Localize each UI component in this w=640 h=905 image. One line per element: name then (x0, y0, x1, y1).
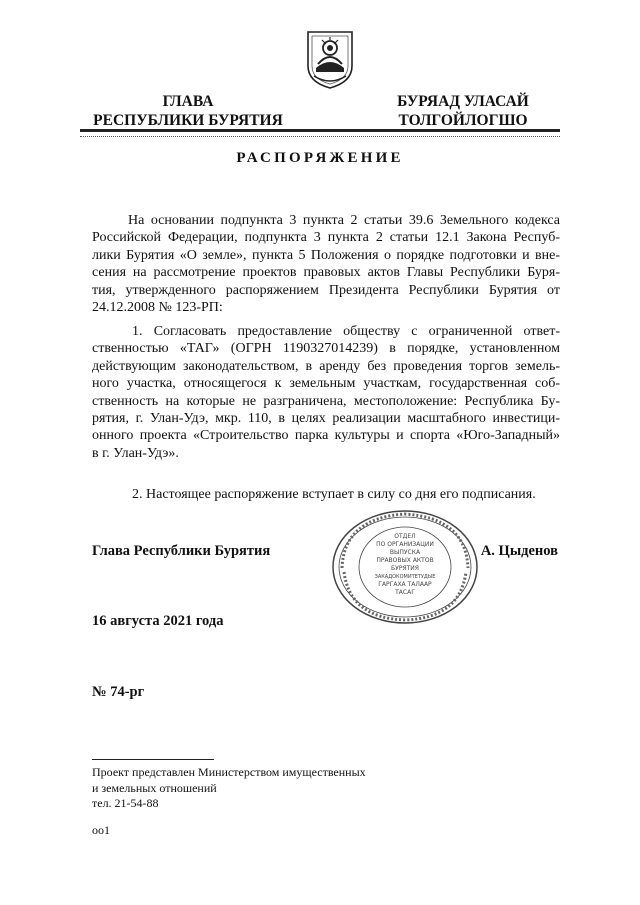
header-left-line2: РЕСПУБЛИКИ БУРЯТИЯ (93, 112, 283, 129)
item-1-paragraph (92, 323, 560, 462)
signatory-position: Глава Республики Бурятия (92, 543, 271, 559)
text-line: действующим законодательством, в аренду без проведения торгов земель- (92, 358, 560, 374)
text-line: сения на рассмотрение проектов правовых актов Главы Республики Буря- (92, 265, 560, 281)
signatory-name: А. Цыденов (480, 543, 558, 559)
header-right (378, 92, 548, 130)
stamp-line: БУРЯТИЯ (391, 565, 419, 572)
document-code: оо1 (92, 823, 110, 837)
document-number: № 74-рг (92, 684, 145, 700)
text-line: ственность на которые не разграничена, местоположение: Республика Бу- (92, 393, 560, 409)
text-line: Российской Федерации, подпункта 3 пункта 2 статьи 12.1 Закона Респуб- (92, 230, 560, 246)
header-left-line1: ГЛАВА (162, 93, 214, 110)
coat-of-arms-icon (300, 26, 360, 90)
text-line: в г. Улан-Удэ». (92, 445, 179, 461)
stamp-line: ВЫПУСКА (389, 549, 421, 556)
text-line: ственностью «ТАГ» (ОГРН 1190327014239) в порядке, установленном (92, 341, 560, 357)
text-line: рятия, г. Улан-Удэ, мкр. 110, в целях реализации масштабного инвестици- (92, 411, 560, 427)
stamp-line: ГАРГАХА ТАЛААР (378, 581, 432, 588)
text-line: 1. Согласовать предоставление обществу с ограниченной ответ- (132, 324, 560, 339)
text-line: 2. Настоящее распоряжение вступает в силу со дня его подписания. (132, 487, 536, 502)
text-line: 24.12.2008 № 123-РП: (92, 300, 223, 316)
footnote-line: тел. 21-54-88 (92, 796, 159, 810)
header-left (82, 92, 294, 130)
header-dotted-divider (80, 136, 560, 137)
preamble-paragraph (92, 212, 560, 316)
text-line: На основании подпункта 3 пункта 2 статьи 39.6 Земельного кодекса (128, 213, 560, 228)
stamp-line: ПО ОРГАНИЗАЦИИ (376, 541, 434, 548)
document-date: 16 августа 2021 года (92, 613, 224, 629)
stamp-line: ПРАВОВЫХ АКТОВ (376, 557, 434, 564)
text-line: ного участка, относящегося к земельным участкам, государственная соб- (92, 376, 560, 392)
header-divider (80, 129, 560, 132)
header-right-line2: ТОЛГОЙЛОГШО (398, 112, 528, 129)
stamp-line: ЗАКАДОКОМИТЕТУДЫЕ (374, 574, 436, 580)
stamp-line: ТАСАГ (395, 589, 415, 596)
footnote-line: Проект представлен Министерством имущественных (92, 765, 366, 779)
text-line: тия, утвержденного распоряжением Президента Республики Бурятия от (92, 282, 560, 298)
stamp-line: ОТДЕЛ (394, 533, 416, 540)
item-2-paragraph (92, 486, 560, 503)
footnote-line: и земельных отношений (92, 780, 217, 795)
text-line: онного проекта «Строительство парка культуры и спорта «Юго-Западный» (92, 428, 560, 444)
text-line: лики Бурятия «О земле», пункта 5 Положения о порядке подготовки и вне- (92, 247, 560, 263)
official-stamp (330, 508, 480, 626)
header-right-line1: БУРЯАД УЛАСАЙ (397, 93, 529, 110)
footnote-divider (92, 759, 214, 760)
footnote (92, 765, 366, 812)
document-title: РАСПОРЯЖЕНИЕ (236, 150, 404, 166)
